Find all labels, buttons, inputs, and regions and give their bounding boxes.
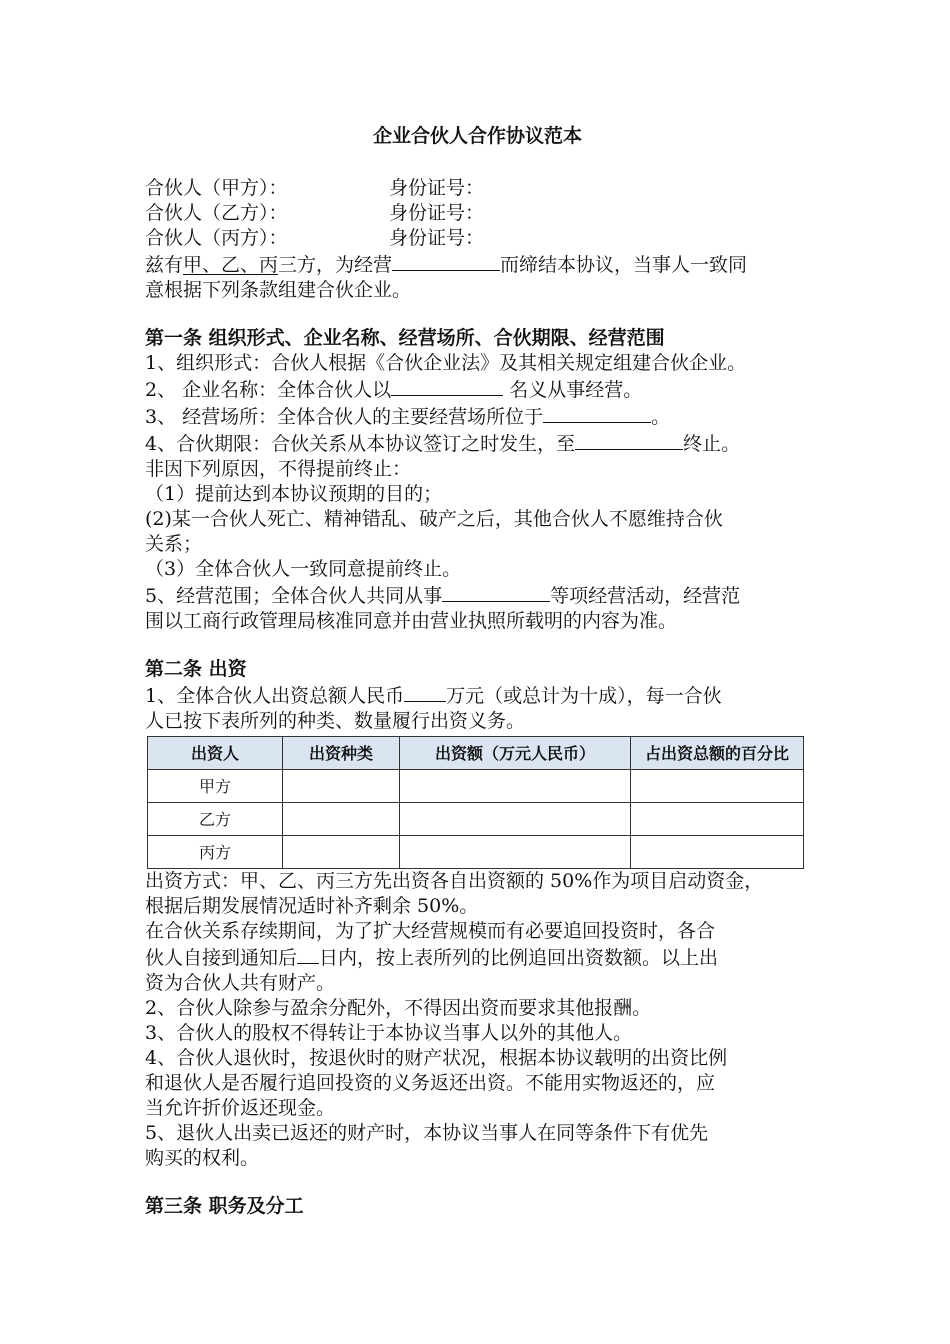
cell-type [283, 803, 400, 836]
intro-suffix: 而缔结本协议，当事人一致同 [500, 254, 748, 276]
article2-item5-line2: 购买的权利。 [145, 1147, 260, 1169]
table-row [148, 803, 804, 836]
name-blank [391, 376, 503, 396]
addl-suffix: 日内，按上表所列的比例追回出资数额。以上出 [319, 947, 719, 969]
party-row-a [145, 176, 810, 201]
intro-line-2: 意根据下列条款组建合伙企业。 [145, 279, 412, 301]
reason-2a: (2)某一合伙人死亡、精神错乱、破产之后，其他合伙人不愿维持合伙 [145, 508, 723, 530]
amount-blank [404, 682, 446, 702]
addl-line-2 [145, 944, 810, 971]
item3-prefix: 3、 经营场所：全体合伙人的主要经营场所位于 [145, 406, 544, 428]
col-header-investor: 出资人 [148, 737, 283, 770]
cell-type [283, 836, 400, 869]
article2-item4-line3: 当允许折价返还现金。 [145, 1097, 336, 1119]
article1-item4 [145, 430, 810, 457]
article2-heading: 第二条 出资 [145, 658, 247, 680]
cell-investor: 甲方 [148, 770, 283, 803]
cell-amount [400, 836, 631, 869]
article2-item5-line1: 5、退伙人出卖已返还的财产时，本协议当事人在同等条件下有优先 [145, 1122, 709, 1144]
days-blank [297, 944, 319, 964]
table-header-row [148, 737, 804, 770]
party-row-c [145, 226, 810, 251]
item2-prefix: 2、 企业名称：全体合伙人以 [145, 379, 392, 401]
article1-item5 [145, 582, 810, 609]
cell-amount [400, 803, 631, 836]
item2-suffix: 名义从事经营。 [509, 379, 643, 401]
article1-heading: 第一条 组织形式、企业名称、经营场所、合伙期限、经营范围 [145, 327, 665, 349]
id-label: 身份证号： [389, 227, 485, 249]
method-line-1: 出资方式：甲、乙、丙三方先出资各自出资额的 50%作为项目启动资金， [145, 870, 764, 892]
cell-percent [631, 770, 804, 803]
col-header-amount: 出资额（万元人民币） [400, 737, 631, 770]
reason-2b: 关系； [145, 533, 203, 555]
location-blank [543, 403, 651, 423]
party-label: 合伙人（丙方）： [145, 227, 288, 249]
article2-item1-line2: 人已按下表所列的种类、数量履行出资义务。 [145, 710, 526, 732]
col-header-type: 出资种类 [283, 737, 400, 770]
article2-item4-line2: 和退伙人是否履行追回投资的义务返还出资。不能用实物返还的，应 [145, 1072, 716, 1094]
article1-item2 [145, 376, 810, 403]
investment-table [147, 736, 804, 869]
term-blank [575, 430, 683, 450]
cell-amount [400, 770, 631, 803]
article1-item4-note: 非因下列原因，不得提前终止： [145, 458, 412, 480]
article1-item5-line2: 围以工商行政管理局核准同意并由营业执照所载明的内容为准。 [145, 610, 678, 632]
cell-investor: 丙方 [148, 836, 283, 869]
id-label: 身份证号： [389, 202, 485, 224]
item4-prefix: 4、合伙期限：合伙关系从本协议签订之时发生，至 [145, 433, 576, 455]
intro-mid: 三方，为经营 [278, 254, 393, 276]
cell-investor: 乙方 [148, 803, 283, 836]
article2-item3: 3、合伙人的股权不得转让于本协议当事人以外的其他人。 [145, 1022, 633, 1044]
addl-prefix: 伙人自接到通知后 [145, 947, 298, 969]
intro-parties: 甲、乙、丙 [183, 254, 279, 276]
id-label: 身份证号： [389, 177, 485, 199]
a2-item1-suffix: 万元（或总计为十成），每一合伙 [446, 685, 722, 707]
item3-suffix: 。 [651, 406, 671, 428]
article2-item2: 2、合伙人除参与盈余分配外，不得因出资而要求其他报酬。 [145, 997, 652, 1019]
item5-prefix: 5、经营范围；全体合伙人共同从事 [145, 585, 443, 607]
col-header-percent: 占出资总额的百分比 [631, 737, 804, 770]
party-label: 合伙人（乙方）： [145, 202, 288, 224]
document-title: 企业合伙人合作协议范本 [372, 125, 582, 147]
cell-percent [631, 836, 804, 869]
table-row [148, 770, 804, 803]
table-row [148, 836, 804, 869]
article2-item4-line1: 4、合伙人退伙时，按退伙时的财产状况，根据本协议载明的出资比例 [145, 1047, 728, 1069]
party-label: 合伙人（甲方）： [145, 177, 288, 199]
reason-1: （1）提前达到本协议预期的目的； [145, 483, 443, 505]
business-blank [392, 251, 500, 271]
cell-type [283, 770, 400, 803]
intro-prefix: 兹有 [145, 254, 184, 276]
article2-item1 [145, 682, 810, 709]
article1-item1: 1、组织形式：合伙人根据《合伙企业法》及其相关规定组建合伙企业。 [145, 352, 747, 374]
cell-percent [631, 803, 804, 836]
item5-suffix: 等项经营活动，经营范 [550, 585, 741, 607]
a2-item1-prefix: 1、全体合伙人出资总额人民币 [145, 685, 405, 707]
intro-line-1 [145, 251, 810, 278]
article3-heading: 第三条 职务及分工 [145, 1195, 304, 1217]
party-row-b [145, 201, 810, 226]
addl-line-3: 资为合伙人共有财产。 [145, 972, 336, 994]
reason-3: （3）全体合伙人一致同意提前终止。 [145, 558, 462, 580]
article1-item3 [145, 403, 810, 430]
method-line-2: 根据后期发展情况适时补齐剩余 50%。 [145, 895, 479, 917]
document-page [145, 118, 810, 1219]
scope-blank [442, 582, 550, 602]
item4-suffix: 终止。 [683, 433, 741, 455]
addl-line-1: 在合伙关系存续期间，为了扩大经营规模而有必要追回投资时，各合 [145, 920, 716, 942]
